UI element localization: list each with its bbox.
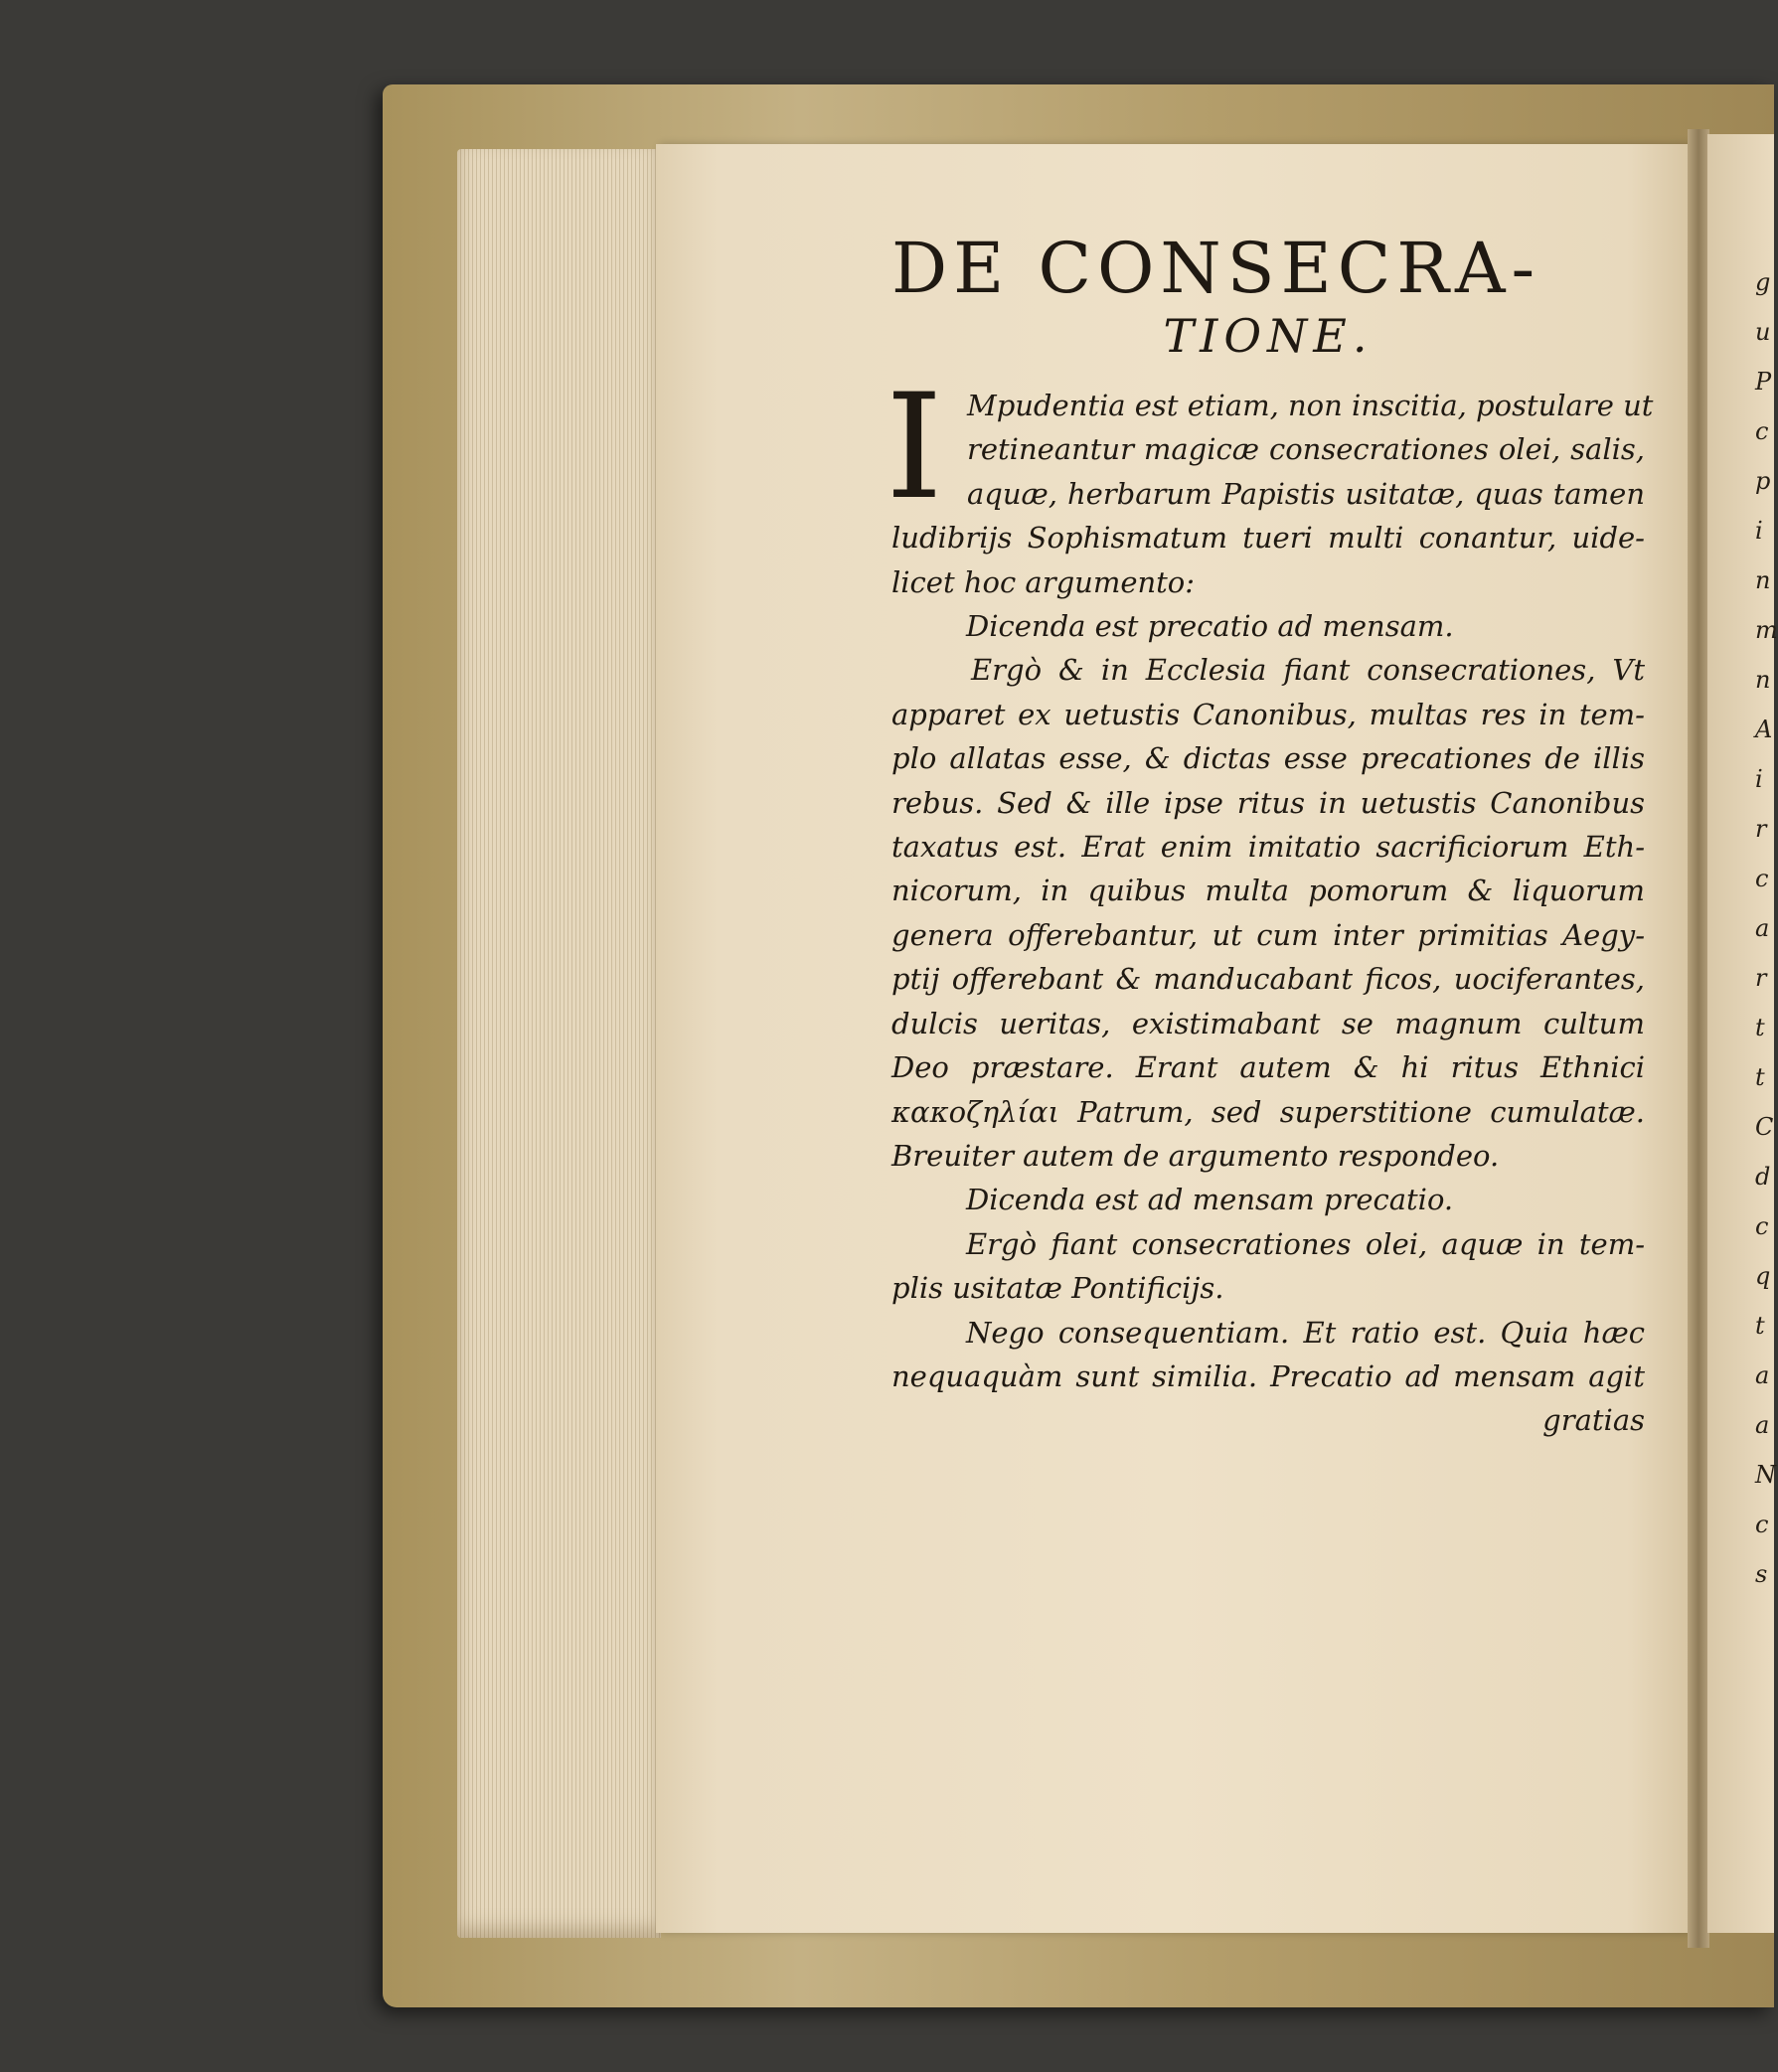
text-line: Ergò & in Ecclesia fiant consecrationes, Vt [971,653,1645,688]
text-line: rebus. Sed & ille ipse ritus in uetustis Canonibus [891,785,1645,820]
page-edges [457,149,661,1938]
facing-fragment: u [1755,318,1771,346]
facing-page-edge [1707,134,1778,1933]
facing-fragment: i [1755,517,1763,545]
page-text [886,228,1654,1443]
facing-fragment: i [1755,765,1763,793]
text-line: licet hoc argumento: [891,564,1196,599]
facing-fragment: C [1755,1113,1774,1141]
facing-fragment: c [1755,865,1769,892]
facing-fragment: t [1755,1014,1765,1041]
text-line: plis usitatæ Pontificijs. [891,1271,1224,1306]
text-line: nicorum, in quibus multa pomorum & liquorum [891,874,1645,908]
text-line: genera offerebantur, ut cum inter primitias Aegy- [891,917,1645,952]
text-line: Dicenda est ad mensam precatio. [966,1183,1454,1217]
text-line: κακοζηλίαι Patrum, sed superstitione cumulatæ. [891,1094,1645,1129]
facing-fragment: r [1755,815,1767,843]
facing-fragment: g [1755,268,1771,296]
text-line: plo allatas esse, & dictas esse precationes de illis [891,741,1645,776]
facing-fragment: a [1755,1361,1770,1389]
text-line: nequaquàm sunt similia. Precatio ad mensam agit [891,1358,1645,1393]
opening-paragraph [886,363,1654,532]
facing-fragment: r [1755,964,1767,992]
text-line: dulcis ueritas, existimabant se magnum cultum [891,1006,1645,1040]
facing-fragment: t [1755,1312,1765,1340]
facing-fragment: a [1755,1411,1770,1439]
facing-fragment: n [1755,666,1771,694]
page-title-continuation: TIONE. [1163,309,1374,363]
text-line: apparet ex uetustis Canonibus, multas res in tem- [891,697,1645,731]
text-line: ptij offerebant & manducabant ficos, uociferantes, [891,962,1645,997]
text-line: Deo præstare. Erant autem & hi ritus Ethnici [891,1050,1645,1085]
page-title: DE CONSECRA- [891,228,1541,309]
facing-fragment: s [1755,1560,1768,1588]
facing-fragment: c [1755,1212,1769,1240]
drop-cap: I [886,363,943,532]
facing-fragment: q [1755,1262,1771,1290]
book-gutter [1688,129,1709,1948]
facing-fragment: t [1755,1063,1765,1091]
catchword: gratias [1542,1403,1645,1438]
facing-fragment: d [1755,1163,1771,1191]
facing-fragment: n [1755,566,1771,594]
text-line: Nego consequentiam. Et ratio est. Quia hæc [966,1315,1645,1350]
facing-fragment: A [1755,716,1773,743]
body-text [886,363,1654,1443]
text-line: retineantur magicæ consecrationes olei, salis, [967,432,1645,467]
text-line: ludibrijs Sophismatum tueri multi conantur, uide- [891,521,1645,556]
text-line: Mpudentia est etiam, non inscitia, postulare ut [967,389,1654,422]
facing-fragment: P [1755,368,1772,396]
text-line: Dicenda est precatio ad mensam. [966,609,1454,644]
facing-fragment: c [1755,1511,1769,1538]
facing-fragment: c [1755,417,1769,445]
facing-fragment: m [1755,616,1778,644]
facing-fragment: a [1755,914,1770,942]
text-line: taxatus est. Erat enim imitatio sacrificiorum Eth- [891,830,1645,865]
text-line: Breuiter autem de argumento respondeo. [891,1138,1500,1173]
facing-fragment: p [1755,467,1771,495]
text-line: aquæ, herbarum Papistis usitatæ, quas tamen [967,476,1645,511]
facing-fragment: N [1755,1461,1776,1489]
text-line: Ergò fiant consecrationes olei, aquæ in tem- [966,1226,1645,1261]
